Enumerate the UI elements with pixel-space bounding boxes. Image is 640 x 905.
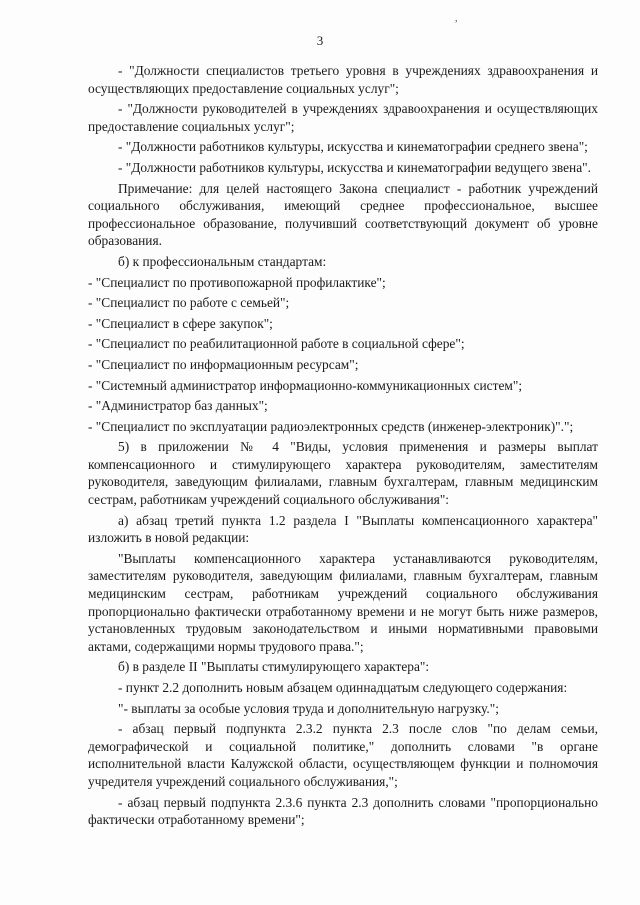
paragraph: б) к профессиональным стандартам: xyxy=(118,253,327,269)
paragraph: - пункт 2.2 дополнить новым абзацем одиннадцатым следующего содержания: xyxy=(118,680,568,695)
paragraph: - "Специалист по реабилитационной работе в социальной сфере"; xyxy=(88,336,465,352)
paragraph: - абзац первый подпункта 2.3.2 пункта 2.3 после слов "по делам семьи, демографической и социальной политике," дополнить словами "в органе исполнительной власти Калужской области, осуществляющем функции и полномочия учредителя учреждений социального обслуживания,"; xyxy=(88,721,598,789)
paragraph: Примечание: для целей настоящего Закона специалист - работник учреждений социального обслуживания, имеющий среднее профессиональное, высшее профессиональное образование, получивший соответствующий документ об уровне образования. xyxy=(88,180,598,249)
paragraph: б) в разделе II "Выплаты стимулирующего характера": xyxy=(118,659,430,675)
paragraph: - "Системный администратор информационно-коммуникационных систем"; xyxy=(88,377,523,393)
paragraph: а) абзац третий пункта 1.2 раздела I "Выплаты компенсационного характера" изложить в новой редакции: xyxy=(88,512,598,546)
paragraph: - "Специалист по информационным ресурсам"; xyxy=(88,356,359,372)
paragraph: - "Специалист по противопожарной профилактике"; xyxy=(88,274,386,290)
paragraph: - "Администратор баз данных"; xyxy=(88,398,268,414)
paragraph: - "Специалист по работе с семьей"; xyxy=(88,295,290,311)
paragraph: - "Должности руководителей в учреждениях здравоохранения и осуществляющих предоставление социальных услуг"; xyxy=(88,101,598,134)
paragraph: - "Специалист по эксплуатации радиоэлектронных средств (инженер-электроник)"."; xyxy=(88,418,574,434)
scan-speck: , xyxy=(455,13,458,24)
paragraph: - "Должности работников культуры, искусства и кинематографии среднего звена"; xyxy=(118,139,588,155)
paragraph: - "Специалист в сфере закупок"; xyxy=(88,315,273,331)
paragraph: "Выплаты компенсационного характера устанавливаются руководителям, заместителям руководителя, заведующим филиалами, главным бухгалтерам, главным медицинским сестрам, работникам учреждений социального обслуживания пропорционально фактически отработанному времени и не могут быть ниже размеров, установленных трудовым законодательством и иными нормативными правовыми актами, содержащими нормы трудового права."; xyxy=(88,550,598,654)
paragraph: - абзац первый подпункта 2.3.6 пункта 2.3 дополнить словами "пропорционально фактически отработанному времени"; xyxy=(88,794,598,828)
paragraph: - "Должности специалистов третьего уровня в учреждениях здравоохранения и осуществляющих предоставление социальных услуг"; xyxy=(88,63,598,96)
page-number: 3 xyxy=(316,33,324,48)
paragraph: 5) в приложении № 4 "Виды, условия применения и размеры выплат компенсационного и стимулирующего характера руководителям, заместителям руководителя, заведующим филиалами, главным бухгалтерам, главным медицинским сестрам, работникам учреждений социального обслуживания": xyxy=(88,439,598,508)
paragraph: "- выплаты за особые условия труда и дополнительную нагрузку."; xyxy=(118,700,499,716)
document-body xyxy=(88,62,598,832)
paragraph: - "Должности работников культуры, искусства и кинематографии ведущего звена". xyxy=(118,159,591,175)
